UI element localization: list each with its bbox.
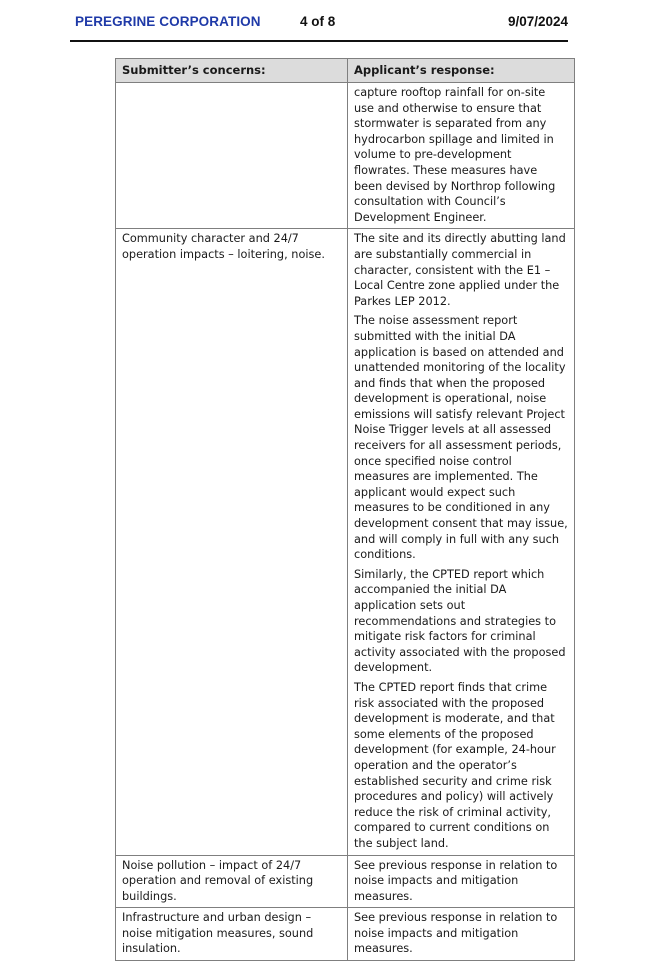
column-header-response: Applicant’s response: (348, 59, 575, 83)
table-row (116, 908, 575, 961)
document-date: 9/07/2024 (507, 14, 568, 29)
response-paragraph: See previous response in relation to noise impacts and mitigation measures. (354, 911, 558, 956)
response-paragraph: The noise assessment report submitted with the initial DA application is based on attended and unattended monitoring of the locality and finds that when the proposed development is operational, noise emissions will satisfy relevant Project Noise Trigger levels at all assessed receivers for all assessment periods, once specified noise control measures are implemented. The applicant would expect such measures to be conditioned in any development consent that may issue, and will comply in full with any such conditions. (354, 314, 568, 562)
concern-cell: Community character and 24/7 operation impacts – loitering, noise. (116, 229, 348, 855)
concerns-response-table (115, 58, 575, 961)
page-header (75, 14, 568, 38)
table-row (116, 229, 575, 855)
response-paragraph: See previous response in relation to noise impacts and mitigation measures. (354, 858, 558, 903)
response-cell (348, 855, 575, 908)
response-cell (348, 229, 575, 855)
table-row (116, 855, 575, 908)
response-paragraph: The site and its directly abutting land are substantially commercial in character, consistent with the E1 – Local Centre zone applied under the Parkes LEP 2012. (354, 232, 566, 308)
response-cell (348, 83, 575, 229)
response-paragraph: capture rooftop rainfall for on-site use and otherwise to ensure that stormwater is separated from any hydrocarbon spillage and limited in volume to pre-development flowrates. These measures have been devised by Northrop following consultation with Council’s Development Engineer. (354, 86, 556, 224)
column-header-concerns: Submitter’s concerns: (116, 59, 348, 83)
company-name: PEREGRINE CORPORATION (75, 14, 261, 29)
header-divider (70, 40, 568, 42)
response-paragraph: Similarly, the CPTED report which accompanied the initial DA application sets out recommendations and strategies to mitigate risk factors for criminal activity associated with the proposed development. (354, 567, 566, 675)
concern-cell: Infrastructure and urban design – noise mitigation measures, sound insulation. (116, 908, 348, 961)
response-cell (348, 908, 575, 961)
table-header-row (116, 59, 575, 83)
concern-cell (116, 83, 348, 229)
concern-cell: Noise pollution – impact of 24/7 operation and removal of existing buildings. (116, 855, 348, 908)
table-row (116, 83, 575, 229)
page-number: 4 of 8 (300, 14, 336, 29)
response-paragraph: The CPTED report finds that crime risk associated with the proposed development is moderate, and that some elements of the proposed development (for example, 24-hour operation and the operator’s established security and crime risk procedures and policy) will actively reduce the risk of criminal activity, compared to current conditions on the subject land. (354, 680, 556, 850)
